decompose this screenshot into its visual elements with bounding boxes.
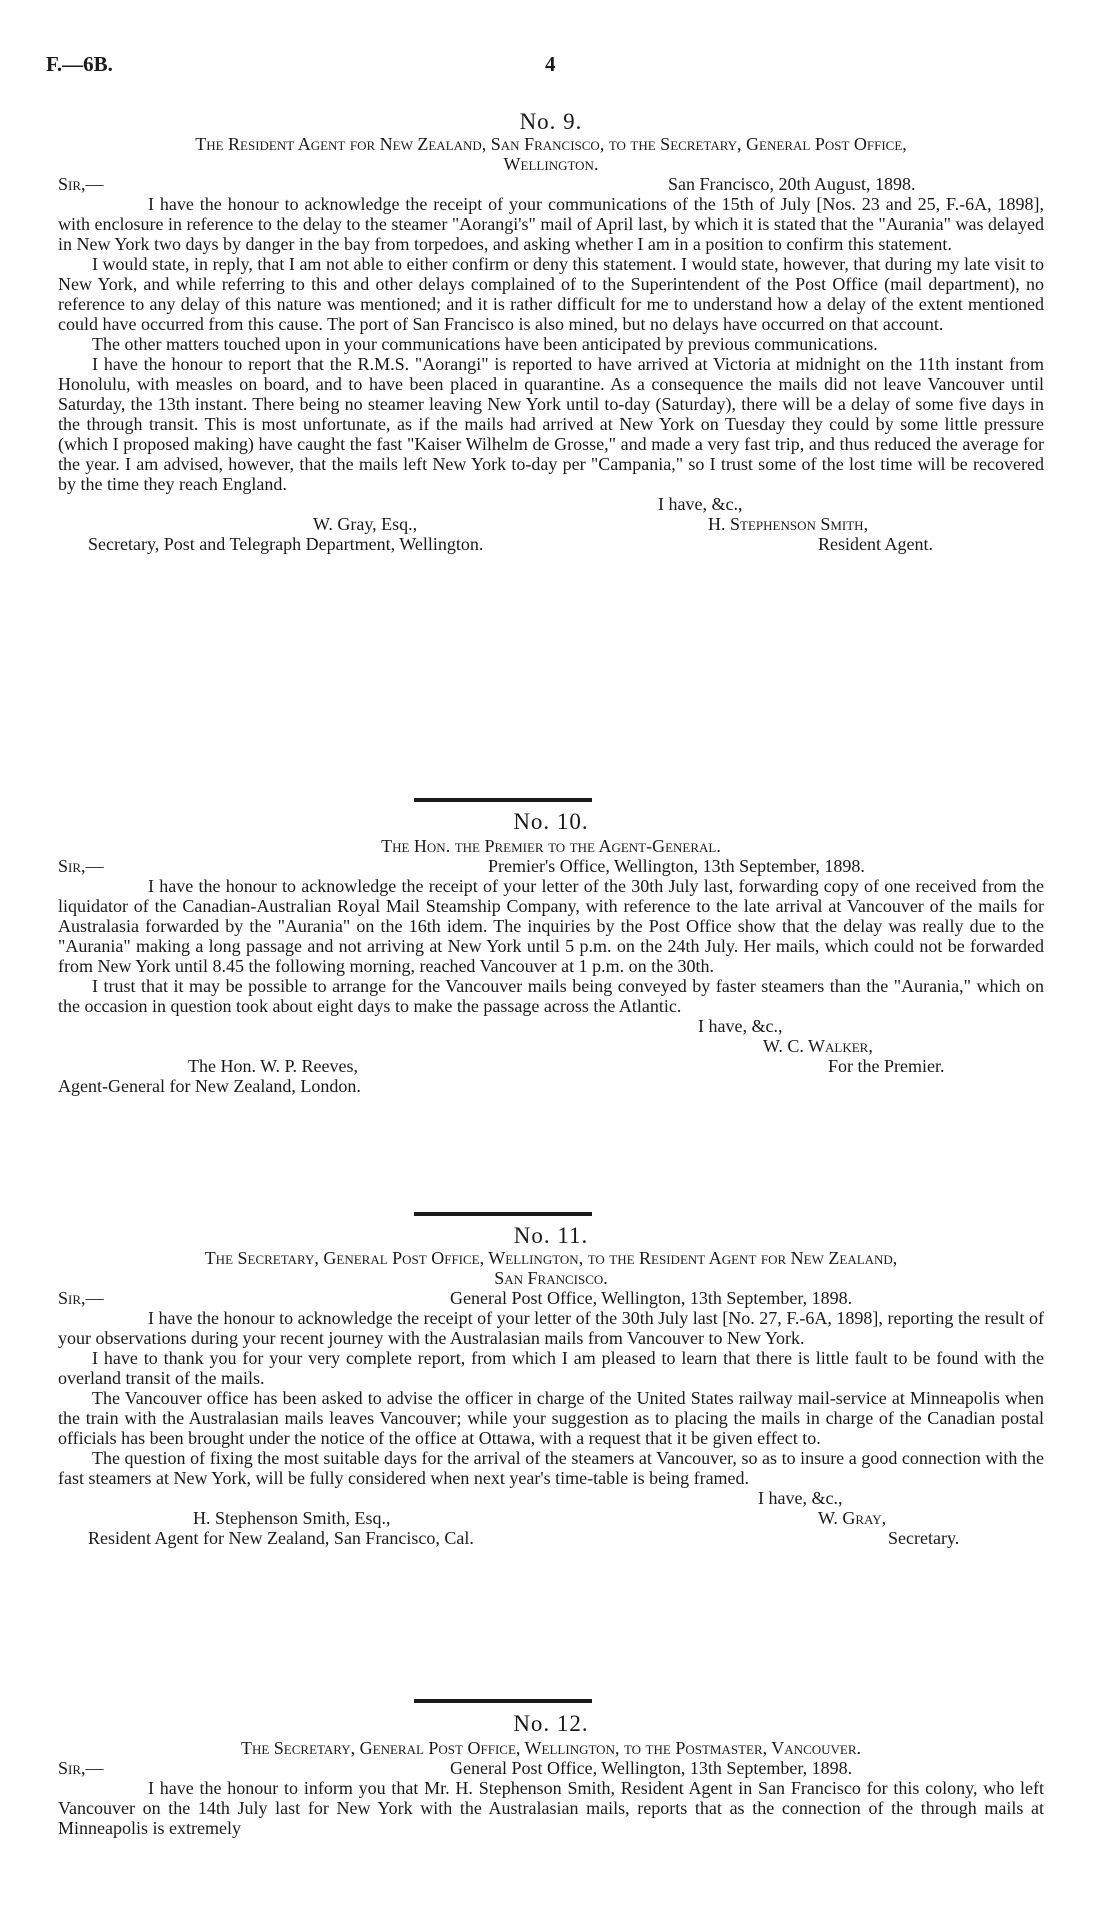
signer-name: H. Stephenson Smith, — [708, 514, 869, 534]
signer-title: Secretary. — [888, 1528, 960, 1548]
paragraph: I have the honour to acknowledge the receipt of your communications of the 15th of July [Nos. 23 and 25, F.-6A, 1898], with enclosure in reference to the delay to the steamer "Aorangi's" mail of April last, by which it is stated that the "Aurania" was delayed in New York two days by danger in the bay from torpedoes, and asking whether I am in a position to confirm this statement. — [58, 194, 1044, 254]
addressee-name: W. Gray, Esq., — [313, 514, 418, 534]
closing: I have, &c., — [658, 494, 743, 514]
salutation: Sir,— — [58, 856, 104, 876]
paragraph: I have the honour to inform you that Mr. H. Stephenson Smith, Resident Agent in San Francisco for this colony, who left Vancouver on the 14th July last for New York with the Australasian mails, reports that as the connection of the through mails at Minneapolis is extremely — [58, 1778, 1044, 1838]
paragraph: I have the honour to acknowledge the receipt of your letter of the 30th July last, forwarding copy of one received from the liquidator of the Canadian-Australian Royal Mail Steamship Company, with reference to the late arrival at Vancouver of the mails for Australasia forwarded by the "Aurania" on the 16th idem. The inquiries by the Post Office show that the delay was really due to the "Aurania" making a long passage and not arriving at New York until 5 p.m. on the 24th July. Her mails, which could not be forwarded from New York until 8.45 the following morning, reached Vancouver at 1 p.m. on the 30th. — [58, 876, 1044, 976]
page-reference: F.—6B. — [46, 52, 113, 76]
letter-no-12 — [58, 1711, 1044, 1838]
signer-name: W. Gray, — [818, 1508, 887, 1528]
salutation: Sir,— — [58, 1758, 104, 1778]
addressee-name: The Hon. W. P. Reeves, — [188, 1056, 358, 1076]
section-divider — [414, 798, 592, 802]
letter-title: The Hon. the Premier to the Agent-General. — [381, 836, 721, 856]
letter-number: No. 12. — [513, 1711, 589, 1736]
dateline: General Post Office, Wellington, 13th September, 1898. — [450, 1288, 853, 1308]
section-divider — [414, 1699, 592, 1703]
paragraph: I have the honour to report that the R.M.S. "Aorangi" is reported to have arrived at Victoria at midnight on the 11th instant from Honolulu, with measles on board, and to have been placed in quarantine. As a consequence the mails did not leave Vancouver until Saturday, the 13th instant. There being no steamer leaving New York until to-day (Saturday), there will be a delay of some five days in the through transit. This is most unfortunate, as if the mails had arrived at New York on Tuesday they could by some little pressure (which I proposed making) have caught the fast "Kaiser Wilhelm de Grosse," and made a very fast trip, and thus reduced the average for the year. I am advised, however, that the mails left New York to-day per "Campania," so I trust some of the lost time will be recovered by the time they reach England. — [58, 354, 1044, 494]
letter-number: No. 10. — [513, 809, 589, 834]
addressee-title: Agent-General for New Zealand, London. — [58, 1076, 361, 1096]
letter-title: The Secretary, General Post Office, Wellington, to the Resident Agent for New Zealand, — [204, 1248, 898, 1268]
signer-title: For the Premier. — [828, 1056, 945, 1076]
letter-no-9 — [58, 109, 1044, 554]
letter-no-11 — [58, 1223, 1044, 1548]
letter-number: No. 9. — [519, 109, 583, 134]
letter-title-continued: Wellington. — [503, 154, 599, 174]
paragraph: The other matters touched upon in your communications have been anticipated by previous communications. — [92, 334, 878, 354]
signer-title: Resident Agent. — [818, 534, 933, 554]
page-number: 4 — [545, 52, 556, 76]
paragraph: I would state, in reply, that I am not able to either confirm or deny this statement. I would state, however, that during my late visit to New York, and while referring to this and other delays complained of to the Superintendent of the Post Office (mail department), no reference to any delay of this nature was mentioned; and it is rather difficult for me to understand how a delay of the extent mentioned could have occurred from this cause. The port of San Francisco is also mined, but no delays have occurred on that account. — [58, 254, 1044, 334]
addressee-title: Resident Agent for New Zealand, San Francisco, Cal. — [88, 1528, 474, 1548]
letter-no-10 — [58, 809, 1044, 1096]
paragraph: The question of fixing the most suitable days for the arrival of the steamers at Vancouver, so as to insure a good connection with the fast steamers at New York, will be fully considered when next year's time-table is being framed. — [58, 1448, 1044, 1488]
salutation: Sir,— — [58, 174, 104, 194]
letter-title-continued: San Francisco. — [494, 1268, 608, 1288]
dateline: San Francisco, 20th August, 1898. — [668, 174, 916, 194]
addressee-title: Secretary, Post and Telegraph Department, Wellington. — [88, 534, 484, 554]
dateline: Premier's Office, Wellington, 13th September, 1898. — [488, 856, 865, 876]
section-divider — [414, 1212, 592, 1216]
letter-title: The Resident Agent for New Zealand, San Francisco, to the Secretary, General Post Office, — [195, 134, 907, 154]
paragraph: The Vancouver office has been asked to advise the officer in charge of the United States railway mail-service at Minneapolis when the train with the Australasian mails leaves Vancouver; while your suggestion as to placing the mails in charge of the Canadian postal officials has been brought under the notice of the office at Ottawa, with a request that it be given effect to. — [58, 1388, 1044, 1448]
closing: I have, &c., — [758, 1488, 843, 1508]
letter-number: No. 11. — [513, 1223, 589, 1248]
paragraph: I trust that it may be possible to arrange for the Vancouver mails being conveyed by faster steamers than the "Aurania," which on the occasion in question took about eight days to make the passage across the Atlantic. — [58, 976, 1044, 1016]
addressee-name: H. Stephenson Smith, Esq., — [193, 1508, 391, 1528]
paragraph: I have the honour to acknowledge the receipt of your letter of the 30th July last [No. 27, F.-6A, 1898], reporting the result of your observations during your recent journey with the Australasian mails from Vancouver to New York. — [58, 1308, 1044, 1348]
paragraph: I have to thank you for your very complete report, from which I am pleased to learn that there is little fault to be found with the overland transit of the mails. — [58, 1348, 1044, 1388]
closing: I have, &c., — [698, 1016, 783, 1036]
letter-title: The Secretary, General Post Office, Wellington, to the Postmaster, Vancouver. — [240, 1738, 862, 1758]
signer-name: W. C. Walker, — [763, 1036, 873, 1056]
dateline: General Post Office, Wellington, 13th September, 1898. — [450, 1758, 853, 1778]
salutation: Sir,— — [58, 1288, 104, 1308]
